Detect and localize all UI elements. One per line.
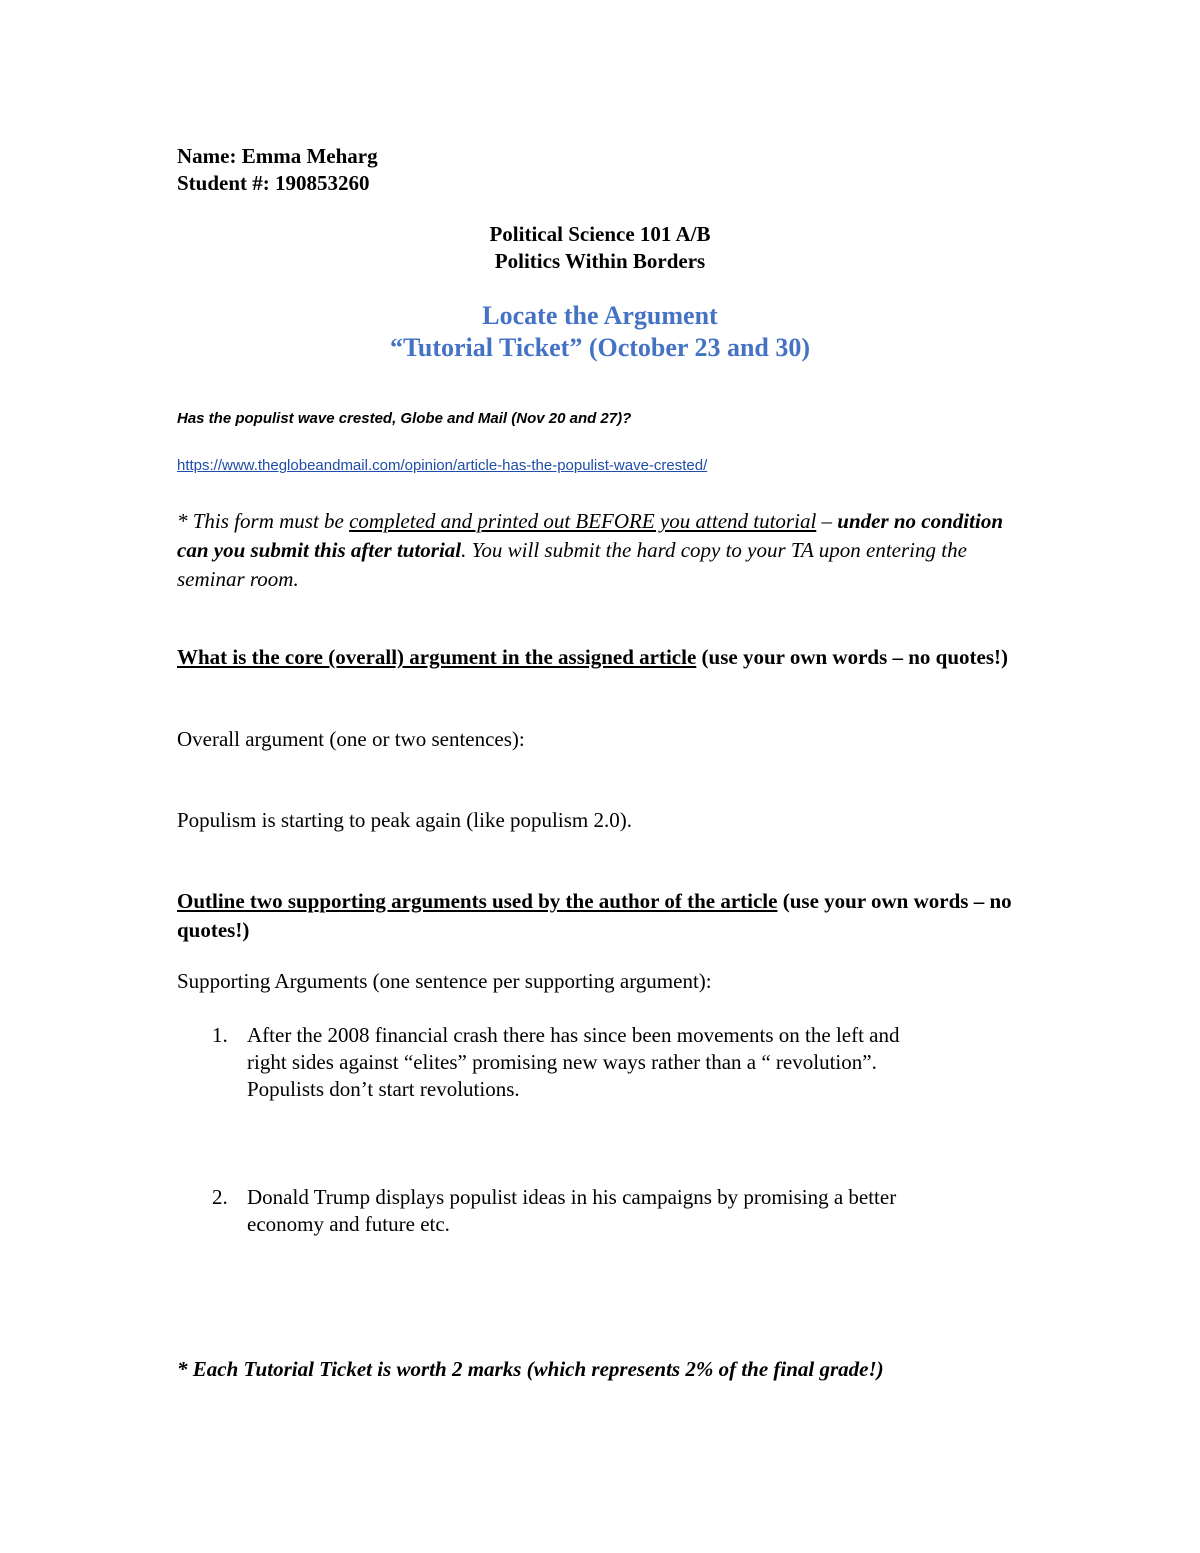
question-1-prompt: Overall argument (one or two sentences): <box>177 727 525 751</box>
notice-suffix: . You will submit the hard copy to your TA upon entering the seminar room. <box>177 538 967 591</box>
question-1-rest: (use your own words – no quotes!) <box>696 645 1009 669</box>
list-item <box>247 1184 1007 1238</box>
question-1-answer: Populism is starting to peak again (like populism 2.0). <box>177 808 632 832</box>
list-item-number: 2. <box>212 1185 228 1209</box>
course-subtitle: Politics Within Borders <box>494 249 706 273</box>
notice-bold: under no condition can you submit this after tutorial <box>177 509 1003 562</box>
document-subtitle: “Tutorial Ticket” (October 23 and 30) <box>389 333 811 362</box>
list-item-line: economy and future etc. <box>247 1212 450 1236</box>
question-1-underlined: What is the core (overall) argument in the assigned article <box>177 645 697 669</box>
list-item-line: After the 2008 financial crash there has since been movements on the left and <box>247 1023 900 1047</box>
article-heading: Has the populist wave crested, Globe and Mail (Nov 20 and 27)? <box>177 410 632 427</box>
list-item-line: Donald Trump displays populist ideas in his campaigns by promising a better <box>247 1185 897 1209</box>
question-2-rest: (use your own words – no quotes!) <box>177 889 1012 942</box>
student-name: Name: Emma Meharg <box>177 144 378 168</box>
notice-underlined: completed and printed out BEFORE you attend tutorial <box>349 509 817 533</box>
question-2-prompt: Supporting Arguments (one sentence per supporting argument): <box>177 969 712 993</box>
article-link[interactable]: https://www.theglobeandmail.com/opinion/article-has-the-populist-wave-crested/ <box>177 457 708 474</box>
list-item <box>247 1022 1007 1103</box>
list-item-line: Populists don’t start revolutions. <box>247 1077 520 1101</box>
list-item-line: right sides against “elites” promising new ways rather than a “ revolution”. <box>247 1050 877 1074</box>
document-title: Locate the Argument <box>482 301 718 330</box>
question-2-heading <box>177 887 1027 945</box>
grading-note: * Each Tutorial Ticket is worth 2 marks (which represents 2% of the final grade!) <box>177 1357 884 1381</box>
list-item-number: 1. <box>212 1023 228 1047</box>
course-code: Political Science 101 A/B <box>489 222 711 246</box>
question-2-underlined: Outline two supporting arguments used by the author of the article <box>177 889 778 913</box>
student-number: Student #: 190853260 <box>177 171 370 195</box>
notice-dash: – <box>816 509 838 533</box>
question-1-heading <box>177 643 1027 672</box>
notice-prefix: * This form must be <box>177 509 350 533</box>
submission-notice <box>177 507 1027 594</box>
